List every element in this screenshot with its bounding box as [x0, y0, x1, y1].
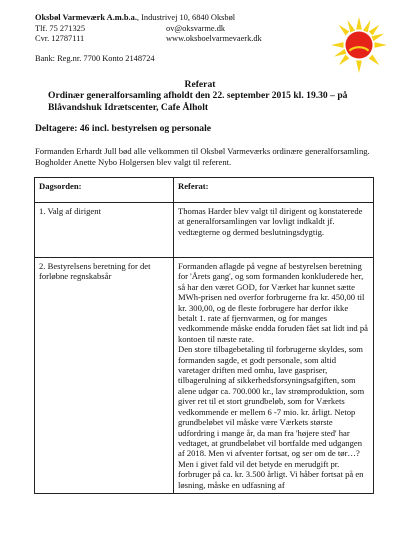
- intro-welcome: Formanden Erhardt Jull bød alle velkommen til Oksbøl Varmeværks ordinære generalforsamling.: [35, 146, 370, 156]
- minutes-paragraph: Den store tilbagebetaling til forbrugerne skyldes, som formanden sagde, et godt personale, som altid varetager driften med omhu, lave gaspriser, tilbagerulning af sikkerhedsforsyningsafgiften, som alene udgør ca. 700.000 kr., lav strømproduktion, som giver ret til et stort grundbeløb, som for Værkets vedkommende er mellem 6 -7 mio. kr. årligt. Netop grundbeløbet vil måske være Værkets største udfordring i mange år, da man fra 'højere sted' har vedtaget, at grundbeløbet vil bortfalde med udgangen af 2018. Men vi afventer fortsat, og ser om de tør…? Men i givet fald vil det betyde en merudgift pr. forbruger på ca. kr. 3.500 årligt. Vi håber fortsat på en løsning, måske en udfasning af: [178, 344, 365, 490]
- intro-referee: Bogholder Anette Nybo Holgersen blev valgt til referent.: [35, 156, 232, 167]
- letterhead: [35, 13, 335, 64]
- company-website: www.oksboelvarmevaerk.dk: [166, 34, 262, 44]
- company-address: , Industrivej 10, 6840 Oksbøl: [136, 13, 236, 22]
- bank-details: Bank: Reg.nr. 7700 Konto 2148724: [35, 53, 155, 63]
- agenda-item: 2. Bestyrelsens beretning for det forløbne regnskabsår: [35, 258, 174, 494]
- agenda-table: [34, 177, 374, 494]
- company-cvr: Cvr. 12787111: [35, 34, 85, 44]
- table-row: [35, 258, 374, 494]
- table-row: [35, 203, 374, 258]
- minutes-text: [174, 258, 374, 494]
- col-header-agenda: Dagsorden:: [35, 178, 174, 203]
- meeting-subtitle: Ordinær generalforsamling afholdt den 22. september 2015 kl. 19.30 – på Blåvandshuk Idrætscenter, Cafe Ålholt: [48, 90, 348, 113]
- letterhead-line-1: [35, 13, 335, 24]
- sun-logo: [330, 16, 388, 74]
- col-header-minutes: Referat:: [174, 178, 374, 203]
- company-phone: Tlf. 75 271325: [35, 23, 86, 33]
- minutes-paragraph: Formanden aflagde på vegne af bestyrelsen beretning for 'Årets gang', og som formanden konkluderede her, så har den været GOD, for Værket har kunnet sætte MWh-prisen ned overfor forbrugerne fra kr. 450,00 til kr. 300,00, og de fleste forbrugere har derfor ikke betalt 1. rate af fjernvarmen, og for manges vedkommende måske endda foruden fået sat lidt ind på kontoen til næste rate.: [178, 261, 368, 344]
- letterhead-line-3: [35, 34, 335, 45]
- agenda-item: 1. Valg af dirigent: [35, 203, 174, 258]
- company-name: Oksbøl Varmeværk A.m.b.a.: [35, 13, 137, 22]
- sun-disc-icon: [345, 31, 372, 58]
- table-header-row: [35, 178, 374, 203]
- attendees-line: Deltagere: 46 incl. bestyrelsen og personale: [35, 123, 212, 134]
- minutes-text: Thomas Harder blev valgt til dirigent og konstaterede at generalforsamlingen var lovligt indkaldt jf. vedtægterne og dermed beslutningsdygtig.: [174, 203, 374, 258]
- letterhead-line-2: [35, 24, 335, 35]
- document-title: Referat: [184, 79, 216, 90]
- company-email: ov@oksvarme.dk: [166, 23, 226, 33]
- intro-text: [35, 146, 375, 167]
